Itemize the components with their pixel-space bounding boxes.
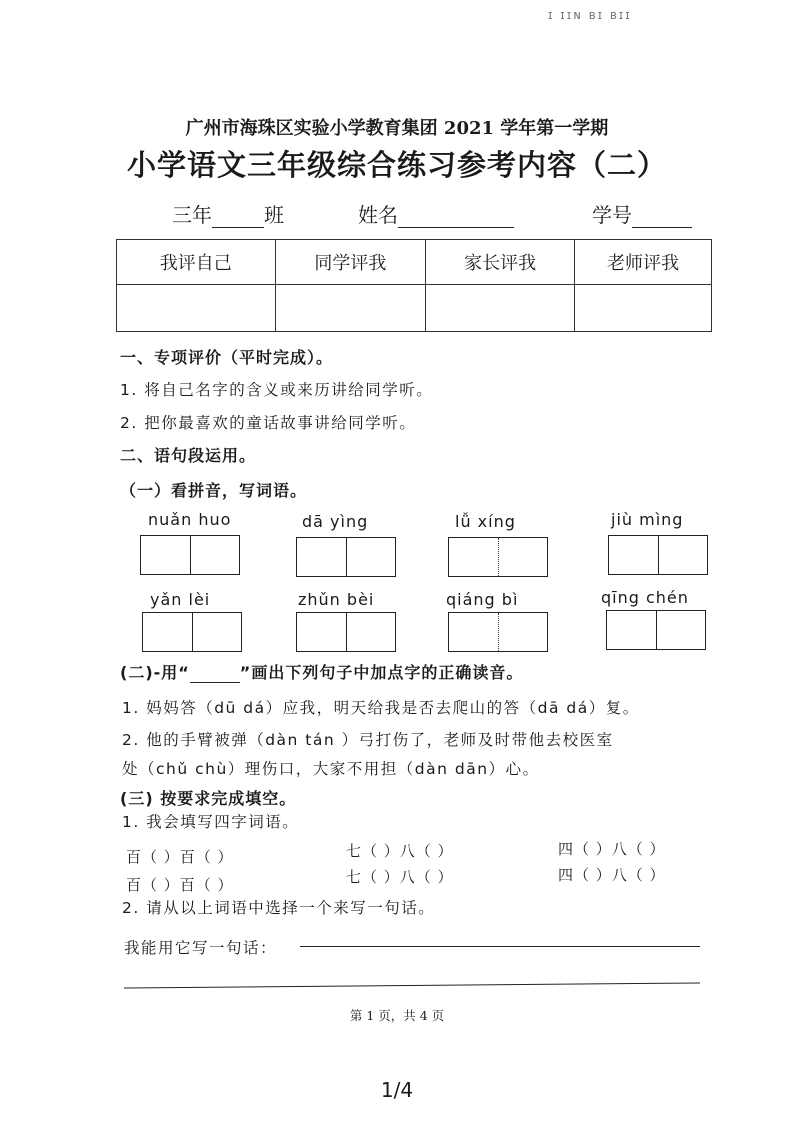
pinyin-label: zhǔn bèi [298,590,375,609]
answer-box[interactable] [448,537,548,577]
answer-box[interactable] [448,612,548,652]
part2-heading [120,660,523,683]
eval-parent-cell[interactable] [426,285,575,332]
section1-heading: 一、专项评价（平时完成）。 [120,348,334,367]
idiom-blank[interactable]: 四（ ）八（ ） [558,866,666,884]
pinyin-label: jiù mìng [611,510,684,529]
exam-subtitle: 广州市海珠区实验小学教育集团 2021 学年第一学期 [185,118,609,139]
answer-box[interactable] [296,537,396,577]
writing-line[interactable] [124,982,700,988]
eval-self-header: 我评自己 [117,240,276,285]
pinyin-label: qiáng bì [446,590,519,609]
class-blank[interactable] [212,207,264,228]
name-blank[interactable] [398,207,514,228]
pinyin-label: qīng chén [601,588,689,607]
name-field[interactable] [358,199,514,228]
eval-self-cell[interactable] [117,285,276,332]
scan-artifact-text: ɪ ɪɪɴ ʙɪ ʙɪɪ [548,8,632,22]
student-id-blank[interactable] [632,207,692,228]
class-suffix: 班 [264,203,284,227]
student-id-field[interactable] [592,199,692,228]
answer-box[interactable] [142,612,242,652]
page-info: 第 1 页，共 4 页 [349,1008,445,1023]
page-counter: 1/4 [380,1078,414,1102]
section1-item: 1. 将自己名字的含义或来历讲给同学听。 [120,381,434,399]
pinyin-label: nuǎn huo [148,510,232,529]
idiom-blank[interactable]: 百（ ）百（ ） [126,848,234,866]
part2-sentence: 1. 妈妈答（dū dá）应我，明天给我是否去爬山的答（dā dá）复。 [122,699,640,717]
part2-heading-end: ”画出下列句子中加点字的正确读音。 [239,663,524,682]
answer-box[interactable] [608,535,708,575]
eval-classmate-cell[interactable] [275,285,426,332]
student-id-label: 学号 [592,203,632,227]
eval-teacher-cell[interactable] [575,285,712,332]
evaluation-table [116,239,712,332]
part3-item: 2. 请从以上词语中选择一个来写一句话。 [122,899,436,917]
idiom-blank[interactable]: 四（ ）八（ ） [558,840,666,858]
answer-box[interactable] [296,612,396,652]
underline-sample [190,668,240,683]
idiom-blank[interactable]: 七（ ）八（ ） [346,842,454,860]
exam-title: 小学语文三年级综合练习参考内容（二） [126,148,667,182]
name-label: 姓名 [358,203,398,227]
writing-line[interactable] [300,946,700,947]
class-prefix: 三年 [172,203,212,227]
sentence-label: 我能用它写一句话： [124,939,278,957]
class-field[interactable] [172,199,284,228]
part2-sentence: 处（chǔ chù）理伤口，大家不用担（dàn dān）心。 [122,760,540,778]
section1-item: 2. 把你最喜欢的童话故事讲给同学听。 [120,414,417,432]
eval-parent-header: 家长评我 [426,240,575,285]
evaluation-input-row [117,285,712,332]
idiom-blank[interactable]: 百（ ）百（ ） [126,876,234,894]
part3-heading: (三) 按要求完成填空。 [120,789,297,808]
part2-sentence: 2. 他的手臂被弹（dàn tán ）弓打伤了，老师及时带他去校医室 [122,731,614,749]
idiom-blank[interactable]: 七（ ）八（ ） [346,868,454,886]
answer-box[interactable] [606,610,706,650]
answer-box[interactable] [140,535,240,575]
section2-heading: 二、语句段运用。 [120,446,257,465]
pinyin-label: dā yìng [302,512,369,531]
part1-heading: （一）看拼音，写词语。 [120,481,308,500]
eval-teacher-header: 老师评我 [575,240,712,285]
evaluation-header-row [117,240,712,285]
pinyin-label: lǚ xíng [455,512,516,531]
pinyin-label: yǎn lèi [150,590,211,609]
eval-classmate-header: 同学评我 [275,240,426,285]
part3-item: 1. 我会填写四字词语。 [122,813,300,831]
part2-heading-start: (二)-用“ [120,663,190,682]
